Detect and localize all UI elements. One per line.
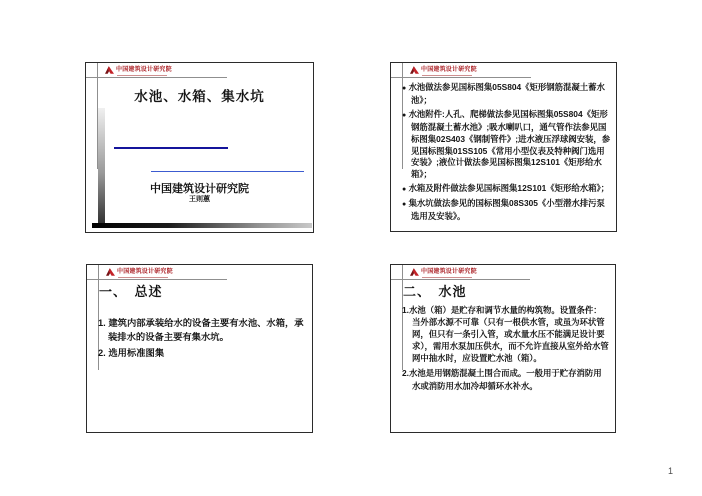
slide-thumbnail-water-tank	[390, 264, 616, 433]
org-logo-icon	[106, 268, 115, 276]
item-text: 选用标准图集	[108, 348, 165, 358]
divider-line-navy	[114, 147, 228, 149]
bullet-item	[402, 198, 611, 223]
logo-subtext-strip	[117, 75, 167, 77]
org-logo	[410, 268, 477, 276]
header-underline	[391, 279, 530, 280]
divider-line-blue	[151, 171, 304, 172]
numbered-list	[98, 317, 306, 364]
left-gradient-bar	[98, 108, 105, 225]
logo-subtext-strip	[422, 277, 472, 279]
list-item	[402, 367, 609, 391]
org-logo-text: 中国建筑设计研究院	[117, 269, 173, 275]
bullet-item	[402, 82, 611, 107]
bullet-text: 水箱及附件做法参见国标图集12S101《矩形给水箱》；	[408, 183, 610, 194]
logo-subtext-strip	[118, 277, 168, 279]
list-item	[98, 317, 306, 344]
bullet-list	[402, 82, 611, 225]
item-number: 2.	[98, 348, 106, 358]
header-underline	[391, 77, 531, 78]
slide-thumbnail-overview	[86, 264, 313, 433]
org-logo-icon	[410, 268, 419, 276]
item-text: 水池（箱）是贮存和调节水量的构筑物。设置条件：当外部水源不可靠（只有一根供水管，或虽为环状管网，但只有一条引入管，或水量水压不能满足设计要求），需用水泵加压供水，而不允许直接从室外给水管网中抽水时，应设置贮水池（箱）。	[409, 305, 609, 364]
org-logo-icon	[410, 66, 419, 74]
list-item	[402, 304, 609, 364]
bullet-icon: ●	[402, 85, 407, 92]
bullet-icon: ●	[402, 186, 407, 194]
list-item	[98, 347, 306, 361]
logo-subtext-strip	[422, 75, 472, 77]
org-logo	[105, 66, 172, 74]
item-text: 建筑内部承装给水的设备主要有水池、水箱，承装排水的设备主要有集水坑。	[108, 318, 304, 342]
item-number: 2.	[402, 368, 409, 379]
org-logo-text: 中国建筑设计研究院	[421, 67, 477, 73]
section-heading: 二、 水池	[403, 284, 467, 299]
page-number: 1	[668, 466, 674, 476]
item-text: 水池是用钢筋混凝土围合而成。一般用于贮存消防用水或消防用水加冷却循环水补水。	[409, 368, 602, 391]
bullet-item	[402, 109, 611, 181]
section-heading: 一、 总述	[99, 284, 163, 299]
org-logo-text: 中国建筑设计研究院	[116, 67, 172, 73]
bullet-text: 水池做法参见国标图集05S804《矩形钢筋混凝土蓄水池》；	[408, 82, 605, 105]
item-number: 1.	[402, 305, 409, 315]
item-number: 1.	[98, 318, 106, 328]
org-logo	[410, 66, 477, 74]
bottom-gradient-bar	[92, 223, 312, 228]
presentation-title: 水池、水箱、集水坑	[134, 89, 265, 104]
bullet-icon: ●	[402, 111, 407, 119]
header-underline	[87, 279, 227, 280]
bullet-text: 水池附件:人孔、爬梯做法参见国标图集05S804《矩形钢筋混凝土蓄水池》;吸水喇叭口，通气管作法参见国标图集02S403《钢制管件》;进水液压浮球阀安装，参见国标图集01SS105《常用小型仪表及特种阀门选用安装》;液位计做法参见国标图集12S101《矩形给水箱》；	[408, 108, 611, 180]
slide-thumbnail-standards	[390, 62, 617, 232]
bullet-item	[402, 183, 611, 196]
org-logo-icon	[105, 66, 114, 74]
header-underline	[86, 77, 227, 78]
bullet-icon: ●	[402, 201, 407, 209]
bullet-text: 集水坑做法参见的国标图集08S305《小型潜水排污泵选用及安装》。	[408, 198, 605, 222]
slide-thumbnail-title	[85, 62, 314, 233]
numbered-list	[402, 304, 609, 395]
author-name: 王则蕙	[189, 195, 210, 203]
org-logo-text: 中国建筑设计研究院	[421, 269, 477, 275]
org-name: 中国建筑设计研究院	[150, 183, 249, 195]
org-logo	[106, 268, 173, 276]
